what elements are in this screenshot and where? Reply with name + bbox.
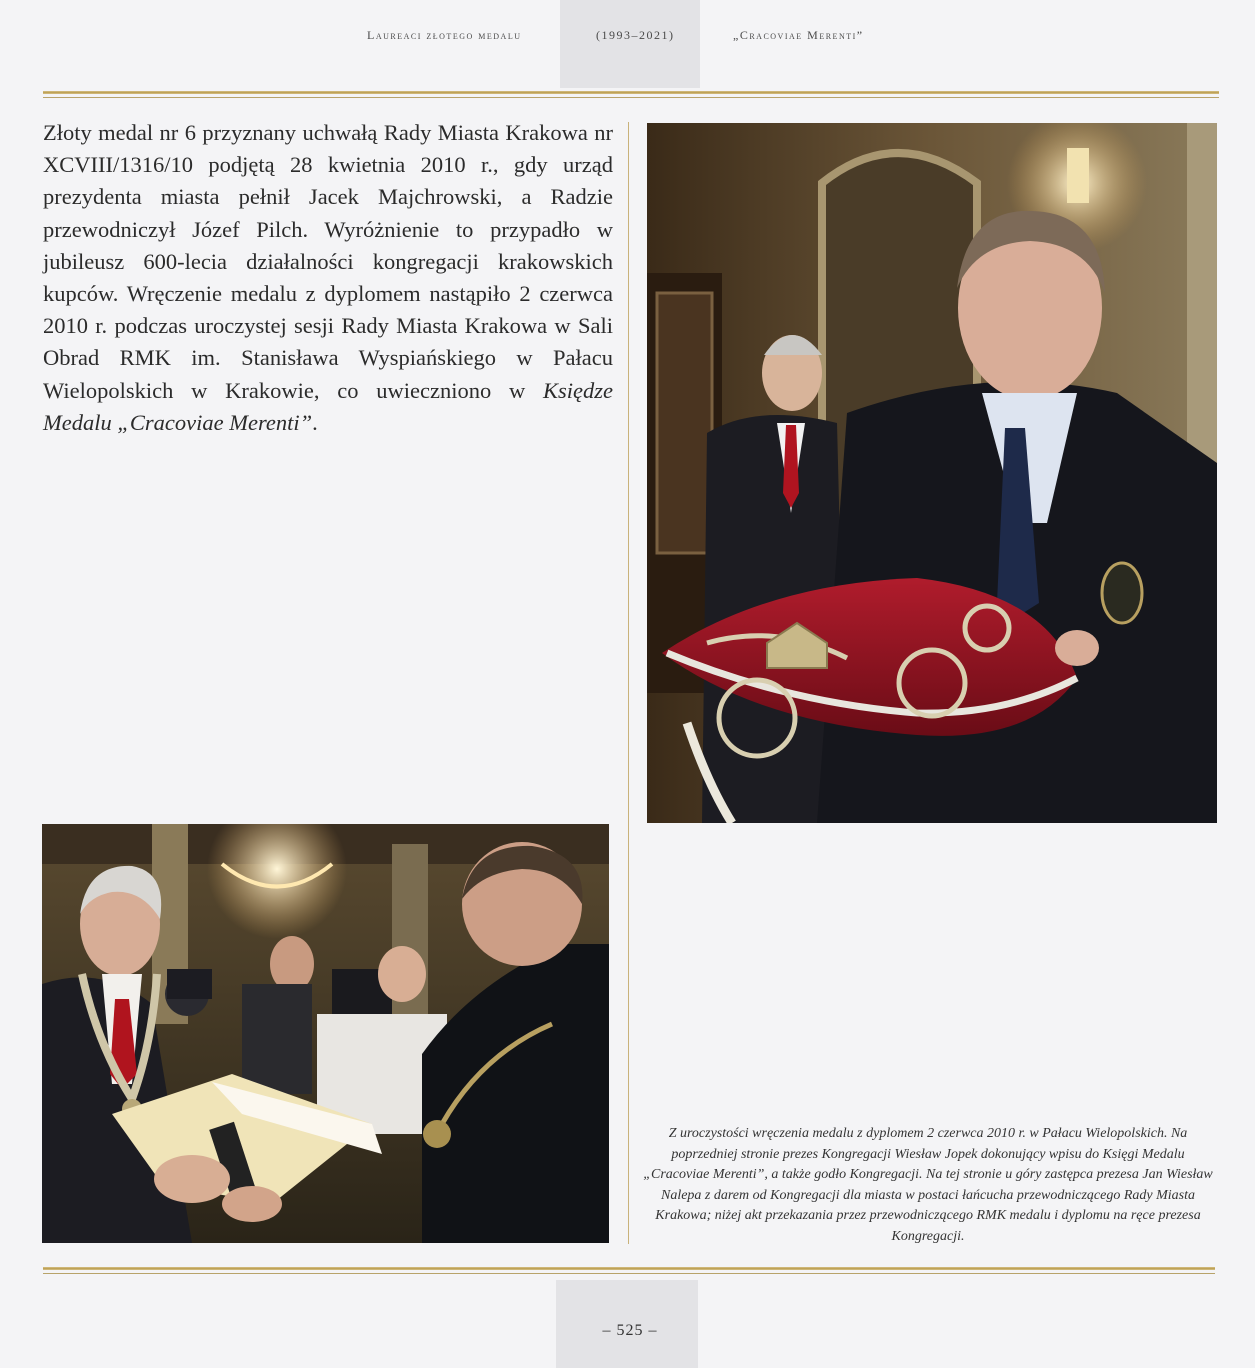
- bottom-thin-rule: [43, 1273, 1215, 1274]
- top-gold-rule: [43, 91, 1219, 94]
- page-number: – 525 –: [602, 1322, 658, 1339]
- photo-medal-handover: [42, 824, 609, 1243]
- running-header-left: Laureaci złotego medalu: [367, 28, 522, 42]
- running-header-right: „Cracoviae Merenti”: [733, 28, 864, 42]
- header-center-band: [560, 0, 700, 88]
- body-text-main: Złoty medal nr 6 przyznany uchwałą Rady Miasta Krakowa nr XCVIII/1316/10 podjętą 28 kwietnia 2010 r., gdy urząd prezydenta miasta pełnił Jacek Majchrowski, a Radzie przewodniczył Józef Pilch. Wyróżnienie to przypadło w jubileusz 600-lecia działalności kongregacji krakowskich kupców. Wręczenie medalu z dyplomem nastąpiło 2 czerwca 2010 r. podczas uroczystej sesji Rady Miasta Krakowa w Sali Obrad RMK im. Stanisława Wyspiańskiego w Pałacu Wielopolskich w Krakowie, co uwieczniono w: [43, 120, 613, 403]
- top-thin-rule: [43, 97, 1219, 98]
- photo-caption: Z uroczystości wręczenia medalu z dyplomem 2 czerwca 2010 r. w Pałacu Wielopolskich. Na poprzedniej stronie prezes Kongregacji Wiesław Jopek dokonujący wpisu do Księgi Medalu „Cracoviae Merenti”, a także godło Kongregacji. Na tej stronie u góry zastępca prezesa Jan Wiesław Nalepa z darem od Kongregacji dla miasta w postaci łańcucha przewodniczącego Rady Miasta Krakowa; niżej akt przekazania przez przewodniczącego RMK medalu i dyplomu na ręce prezesa Kongregacji.: [643, 1126, 1213, 1244]
- body-text-end: .: [312, 409, 318, 435]
- bottom-gold-rule: [43, 1267, 1215, 1270]
- body-paragraph: [43, 117, 613, 439]
- body-text-book-title: Księdze Medalu „Cracoviae Merenti”: [43, 377, 613, 435]
- photo-chain-presentation: [647, 123, 1217, 823]
- running-header-center: (1993–2021): [596, 28, 675, 42]
- column-divider: [628, 122, 629, 1244]
